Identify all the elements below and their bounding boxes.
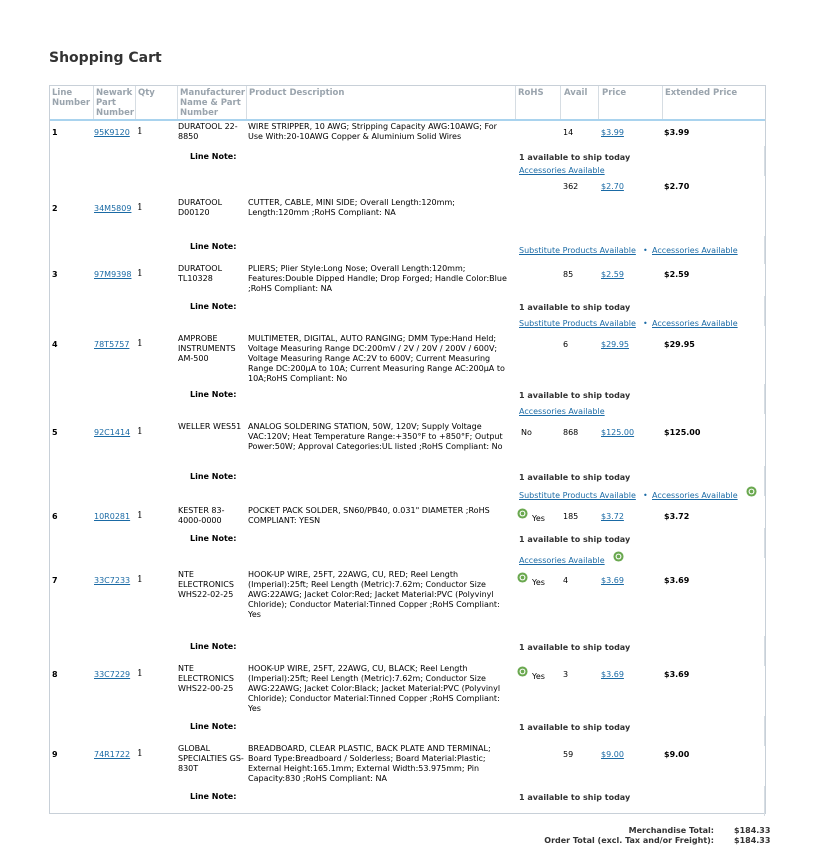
ship-today-status: 1 available to ship today [519, 153, 631, 162]
price-link[interactable]: $29.95 [601, 340, 629, 349]
accessories-link[interactable]: Accessories Available [519, 166, 605, 175]
page-title: Shopping Cart [49, 50, 162, 66]
row-line-number: 5 [52, 428, 58, 437]
rohs-compliant-icon [613, 551, 624, 562]
availability-alt: 362 [563, 182, 579, 191]
note-divider [764, 716, 765, 746]
accessories-link[interactable]: Accessories Available [652, 246, 738, 255]
availability: 85 [563, 270, 574, 279]
row-line-number: 3 [52, 270, 58, 279]
part-number-link[interactable]: 92C1414 [94, 428, 131, 437]
manufacturer: DURATOOL 22-8850 [178, 122, 238, 141]
quantity: 1 [137, 575, 143, 585]
line-note-label: Line Note: [190, 722, 237, 731]
ship-today-status: 1 available to ship today [519, 391, 631, 400]
col-extended-price: Extended Price [665, 88, 738, 98]
manufacturer: WELLER WES51 [178, 422, 242, 431]
merchandise-total-label: Merchandise Total: [628, 826, 714, 835]
manufacturer: GLOBAL SPECIALTIES GS-830T [178, 744, 244, 773]
manufacturer: DURATOOL TL10328 [178, 264, 223, 283]
extended-price: $29.95 [664, 340, 695, 349]
line-note-label: Line Note: [190, 242, 237, 251]
rohs-status: Yes [532, 578, 545, 587]
col-line-number: Line Number [52, 88, 91, 108]
col-description: Product Description [249, 88, 345, 98]
ship-today-status: 1 available to ship today [519, 723, 631, 732]
line-note-label: Line Note: [190, 302, 237, 311]
manufacturer: KESTER 83-4000-0000 [178, 506, 225, 525]
manufacturer: AMPROBE INSTRUMENTS AM-500 [178, 334, 236, 363]
availability: 59 [563, 750, 574, 759]
order-total-value: $184.33 [734, 836, 771, 845]
manufacturer: NTE ELECTRONICS WHS22-02-25 [178, 570, 234, 599]
rohs-compliant-icon [517, 508, 528, 519]
quantity: 1 [137, 749, 143, 759]
note-divider [764, 384, 765, 414]
part-number-link[interactable]: 97M9398 [94, 270, 132, 279]
part-number-link[interactable]: 34M5809 [94, 204, 132, 213]
availability: 3 [563, 670, 569, 679]
price-alt-link[interactable]: $2.70 [601, 182, 624, 191]
substitutes-link[interactable]: Substitute Products Available [519, 319, 636, 328]
product-description: ANALOG SOLDERING STATION, 50W, 120V; Supply Voltage VAC:120V; Heat Temperature Range:+350°F to +850°F; Output Power:50W; Approval Categories:UL listed ;RoHS Compliant: No [248, 422, 503, 451]
note-divider [764, 636, 765, 666]
part-number-link[interactable]: 33C7229 [94, 670, 131, 679]
manufacturer: DURATOOL D00120 [178, 198, 223, 217]
price-link[interactable]: $3.69 [601, 576, 624, 585]
note-divider [764, 528, 765, 558]
rohs-status: Yes [532, 514, 545, 523]
price-link[interactable]: $2.59 [601, 270, 624, 279]
table-header [50, 86, 765, 121]
note-divider [764, 466, 765, 496]
extended-price: $3.69 [664, 576, 690, 585]
col-avail: Avail [564, 88, 588, 98]
extended-price: $3.69 [664, 670, 690, 679]
row-line-number: 7 [52, 576, 58, 585]
product-description: CUTTER, CABLE, MINI SIDE; Overall Length:120mm; Length:120mm ;RoHS Compliant: NA [248, 198, 455, 217]
rohs-compliant-icon [517, 666, 528, 677]
order-total-label: Order Total (excl. Tax and/or Freight): [544, 836, 714, 845]
part-number-link[interactable]: 33C7233 [94, 576, 131, 585]
note-divider [764, 786, 765, 816]
quantity: 1 [137, 203, 143, 213]
availability: 868 [563, 428, 579, 437]
extended-price: $2.59 [664, 270, 690, 279]
product-description: MULTIMETER, DIGITAL, AUTO RANGING; DMM Type:Hand Held; Voltage Measuring Range DC:200mV / 2V / 20V / 200V / 600V; Voltage Measuring Range AC:2V to 600V; Current Measuring Range DC:200µA to 10A; Current Measuring Range AC:200µA to 10A;RoHS Compliant: No [248, 334, 505, 383]
price-link[interactable]: $3.69 [601, 670, 624, 679]
rohs-compliant-icon [517, 572, 528, 583]
quantity: 1 [137, 339, 143, 349]
rohs-compliant-icon [746, 486, 757, 497]
line-note-label: Line Note: [190, 534, 237, 543]
part-number-link[interactable]: 10R0281 [94, 512, 131, 521]
ship-today-status: 1 available to ship today [519, 473, 631, 482]
ship-today-status: 1 available to ship today [519, 643, 631, 652]
product-description: PLIERS; Plier Style:Long Nose; Overall Length:120mm; Features:Double Dipped Handle; Drop Forged; Handle Color:Blue ;RoHS Compliant: NA [248, 264, 507, 293]
price-link[interactable]: $3.99 [601, 128, 624, 137]
merchandise-total-value: $184.33 [734, 826, 771, 835]
col-part-number: Newark Part Number [96, 88, 135, 118]
substitutes-link[interactable]: Substitute Products Available [519, 246, 636, 255]
ship-today-status: 1 available to ship today [519, 303, 631, 312]
line-note-label: Line Note: [190, 792, 237, 801]
availability: 185 [563, 512, 579, 521]
col-manufacturer: Manufacturer Name & Part Number [180, 88, 246, 118]
quantity: 1 [137, 127, 143, 137]
line-note-label: Line Note: [190, 642, 237, 651]
col-rohs: RoHS [518, 88, 544, 98]
product-description: HOOK-UP WIRE, 25FT, 22AWG, CU, RED; Reel Length (Imperial):25ft; Reel Length (Metric):7.62m; Conductor Size AWG:22AWG; Jacket Color:Red; Jacket Material:PVC (Polyvinyl Chloride); Conductor Material:Tinned Copper ;RoHS Compliant: Yes [248, 570, 500, 619]
note-divider [764, 146, 765, 176]
product-description: HOOK-UP WIRE, 25FT, 22AWG, CU, BLACK; Reel Length (Imperial):25ft; Reel Length (Metric):7.62m; Conductor Size AWG:22AWG; Jacket Color:Black; Jacket Material:PVC (Polyvinyl Chloride); Conductor Material:Tinned Copper ;RoHS Compliant: Yes [248, 664, 501, 713]
quantity: 1 [137, 427, 143, 437]
product-description: BREADBOARD, CLEAR PLASTIC, BACK PLATE AND TERMINAL; Board Type:Breadboard / Solderless; Board Material:Plastic; External Height:165.1mm; External Width:53.975mm; Pin Capacity:830 ;RoHS Compliant: NA [248, 744, 491, 783]
row-line-number: 6 [52, 512, 58, 521]
note-divider [764, 296, 765, 326]
availability: 14 [563, 128, 574, 137]
manufacturer: NTE ELECTRONICS WHS22-00-25 [178, 664, 234, 693]
row-line-number: 4 [52, 340, 58, 349]
note-divider [764, 236, 765, 264]
substitutes-link[interactable]: Substitute Products Available [519, 491, 636, 500]
quantity: 1 [137, 269, 143, 279]
link-separator: • [643, 246, 648, 255]
row-line-number: 8 [52, 670, 58, 679]
row-line-number: 2 [52, 204, 58, 213]
row-line-number: 1 [52, 128, 58, 137]
quantity: 1 [137, 511, 143, 521]
product-description: WIRE STRIPPER, 10 AWG; Stripping Capacity AWG:10AWG; For Use With:20-10AWG Copper & Aluminium Solid Wires [248, 122, 497, 141]
part-number-link[interactable]: 78T5757 [94, 340, 130, 349]
part-number-link[interactable]: 95K9120 [94, 128, 130, 137]
accessories-link[interactable]: Accessories Available [519, 556, 605, 565]
link-separator: • [643, 491, 648, 500]
accessories-link[interactable]: Accessories Available [652, 491, 738, 500]
product-description: POCKET PACK SOLDER, SN60/PB40, 0.031" DIAMETER ;RoHS COMPLIANT: YESN [248, 506, 490, 525]
ship-today-status: 1 available to ship today [519, 793, 631, 802]
price-link[interactable]: $3.72 [601, 512, 624, 521]
quantity: 1 [137, 669, 143, 679]
link-separator: • [643, 319, 648, 328]
part-number-link[interactable]: 74R1722 [94, 750, 131, 759]
rohs-status: No [521, 428, 532, 437]
rohs-status: Yes [532, 672, 545, 681]
line-note-label: Line Note: [190, 390, 237, 399]
availability: 6 [563, 340, 569, 349]
extended-price: $9.00 [664, 750, 690, 759]
availability: 4 [563, 576, 569, 585]
row-line-number: 9 [52, 750, 58, 759]
ship-today-status: 1 available to ship today [519, 535, 631, 544]
accessories-link[interactable]: Accessories Available [652, 319, 738, 328]
price-link[interactable]: $9.00 [601, 750, 624, 759]
extended-price: $3.72 [664, 512, 690, 521]
accessories-link[interactable]: Accessories Available [519, 407, 605, 416]
extended-price: $125.00 [664, 428, 701, 437]
col-qty: Qty [138, 88, 155, 98]
extended-price-alt: $2.70 [664, 182, 690, 191]
price-link[interactable]: $125.00 [601, 428, 635, 437]
col-price: Price [602, 88, 627, 98]
line-note-label: Line Note: [190, 152, 237, 161]
line-note-label: Line Note: [190, 472, 237, 481]
extended-price: $3.99 [664, 128, 690, 137]
